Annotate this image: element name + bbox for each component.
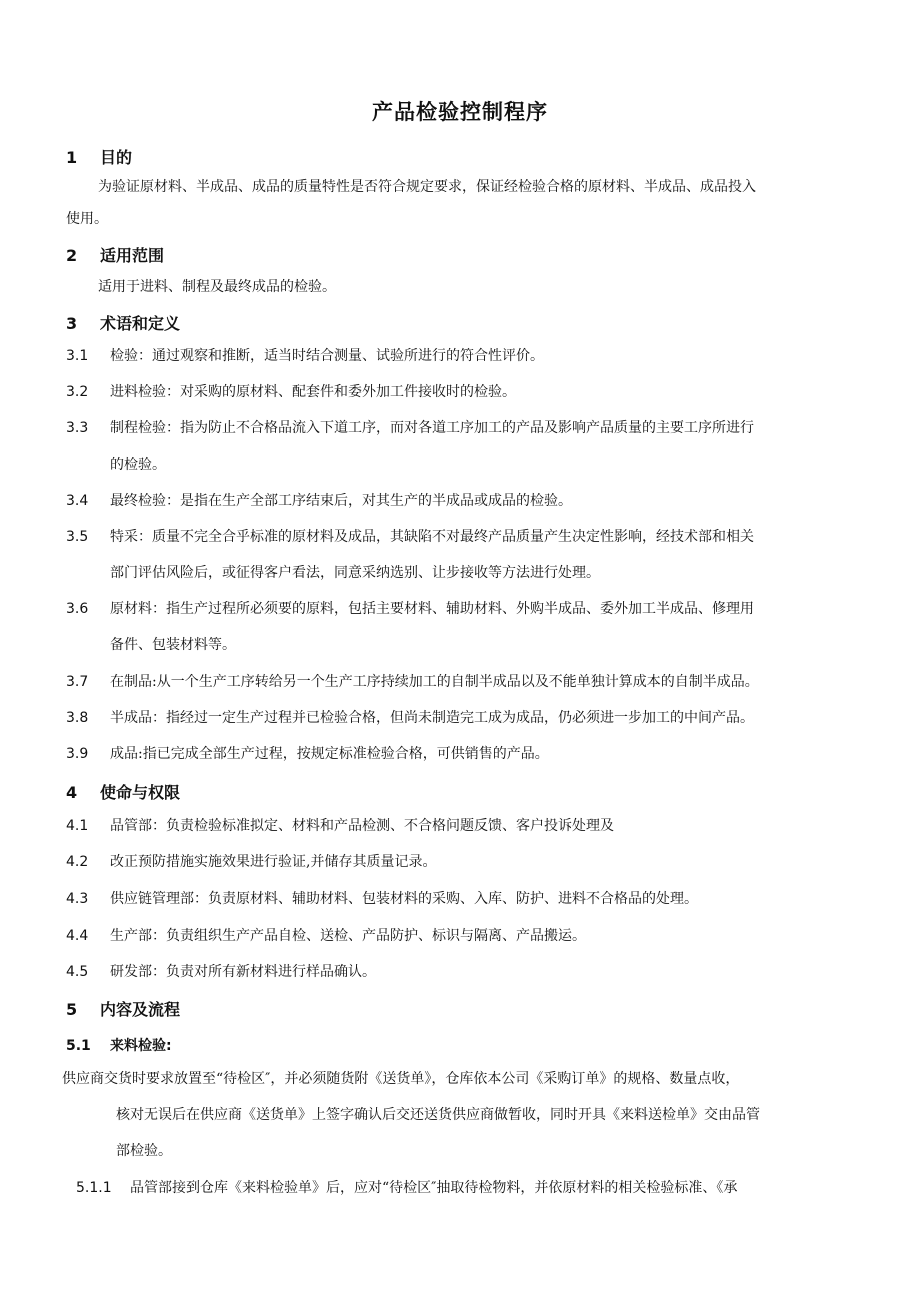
paragraph-line: 适用于进料、制程及最终成品的检验。	[98, 279, 336, 295]
item-text: 改正预防措施实施效果进行验证,并储存其质量记录。	[110, 854, 437, 870]
item-text: 在制品:从一个生产工序转给另一个生产工序持续加工的自制半成品以及不能单独计算成本的自制半成品。	[110, 674, 759, 690]
paragraph-line: 部检验。	[116, 1143, 172, 1159]
section-number: 2	[66, 246, 78, 265]
item-text: 成品:指已完成全部生产过程，按规定标准检验合格，可供销售的产品。	[110, 746, 549, 762]
item-text: 特采：质量不完全合乎标准的原材料及成品，其缺陷不对最终产品质量产生决定性影响，经技术部和相关	[110, 529, 754, 545]
list-item	[66, 926, 586, 946]
section-title: 适用范围	[100, 246, 165, 265]
list-item	[66, 708, 754, 728]
item-text: 进料检验：对采购的原材料、配套件和委外加工件接收时的检验。	[110, 384, 516, 400]
paragraph-line: 核对无误后在供应商《送货单》上签字确认后交还送货供应商做暂收，同时开具《来料送检单》交由品管	[116, 1107, 760, 1123]
subsection-number: 5.1	[66, 1038, 91, 1054]
section-heading-5	[66, 997, 180, 1020]
item-text: 品管部接到仓库《来料检验单》后，应对“待检区″抽取待检物料，并依原材料的相关检验标准、《承	[130, 1180, 738, 1196]
section-title: 内容及流程	[100, 1000, 181, 1019]
item-number: 3.6	[66, 601, 89, 617]
section-number: 1	[66, 148, 78, 167]
list-item	[66, 346, 544, 366]
list-item	[66, 599, 754, 619]
item-number: 3.2	[66, 384, 89, 400]
section-number: 5	[66, 1000, 78, 1019]
paragraph-line: 供应商交货时要求放置至“待检区″，并必须随货附《送货单》，仓库依本公司《采购订单》的规格、数量点收，	[62, 1071, 740, 1087]
list-item	[66, 816, 614, 836]
item-continuation: 备件、包装材料等。	[110, 637, 236, 653]
item-number: 4.1	[66, 818, 89, 834]
section-title: 术语和定义	[100, 314, 181, 333]
item-text: 供应链管理部：负责原材料、辅助材料、包装材料的采购、入库、防护、进料不合格品的处理。	[110, 891, 698, 907]
list-item	[76, 1178, 737, 1198]
list-item	[66, 418, 754, 438]
list-item	[66, 962, 376, 982]
item-number: 4.4	[66, 928, 89, 944]
item-number: 3.3	[66, 420, 89, 436]
item-text: 生产部：负责组织生产产品自检、送检、产品防护、标识与隔离、产品搬运。	[110, 928, 586, 944]
item-number: 3.7	[66, 674, 89, 690]
item-number: 4.2	[66, 854, 89, 870]
section-heading-2	[66, 243, 164, 266]
list-item	[66, 672, 759, 692]
list-item	[66, 889, 698, 909]
item-number: 3.1	[66, 348, 89, 364]
item-number: 4.5	[66, 964, 89, 980]
list-item	[66, 491, 572, 511]
paragraph-line: 为验证原材料、半成品、成品的质量特性是否符合规定要求，保证经检验合格的原材料、半成品、成品投入	[98, 179, 756, 195]
list-item	[66, 744, 549, 764]
item-text: 半成品：指经过一定生产过程并已检验合格，但尚未制造完工成为成品，仍必须进一步加工的中间产品。	[110, 710, 754, 726]
item-number: 3.4	[66, 493, 89, 509]
item-number: 3.8	[66, 710, 89, 726]
list-item	[66, 852, 436, 872]
item-number: 3.5	[66, 529, 89, 545]
section-title: 使命与权限	[100, 783, 181, 802]
paragraph-line: 使用。	[66, 211, 108, 227]
section-heading-1	[66, 145, 132, 168]
subsection-heading	[66, 1035, 172, 1055]
list-item	[66, 527, 754, 547]
item-number: 5.1.1	[76, 1180, 112, 1196]
item-continuation: 部门评估风险后，或征得客户看法，同意采纳选别、让步接收等方法进行处理。	[110, 565, 600, 581]
subsection-title: 来料检验:	[110, 1038, 172, 1054]
section-title: 目的	[100, 148, 133, 167]
item-text: 检验：通过观察和推断，适当时结合测量、试验所进行的符合性评价。	[110, 348, 544, 364]
item-text: 研发部：负责对所有新材料进行样品确认。	[110, 964, 376, 980]
list-item	[66, 382, 516, 402]
section-heading-4	[66, 780, 180, 803]
item-text: 最终检验：是指在生产全部工序结束后，对其生产的半成品或成品的检验。	[110, 493, 572, 509]
item-text: 原材料：指生产过程所必须要的原料，包括主要材料、辅助材料、外购半成品、委外加工半成品、修理用	[110, 601, 754, 617]
page-title: 产品检验控制程序	[372, 100, 548, 124]
item-continuation: 的检验。	[110, 457, 166, 473]
item-number: 3.9	[66, 746, 89, 762]
item-number: 4.3	[66, 891, 89, 907]
item-text: 品管部：负责检验标准拟定、材料和产品检测、不合格问题反馈、客户投诉处理及	[110, 818, 614, 834]
item-text: 制程检验：指为防止不合格品流入下道工序，而对各道工序加工的产品及影响产品质量的主要工序所进行	[110, 420, 754, 436]
section-number: 4	[66, 783, 78, 802]
section-number: 3	[66, 314, 78, 333]
section-heading-3	[66, 311, 180, 334]
